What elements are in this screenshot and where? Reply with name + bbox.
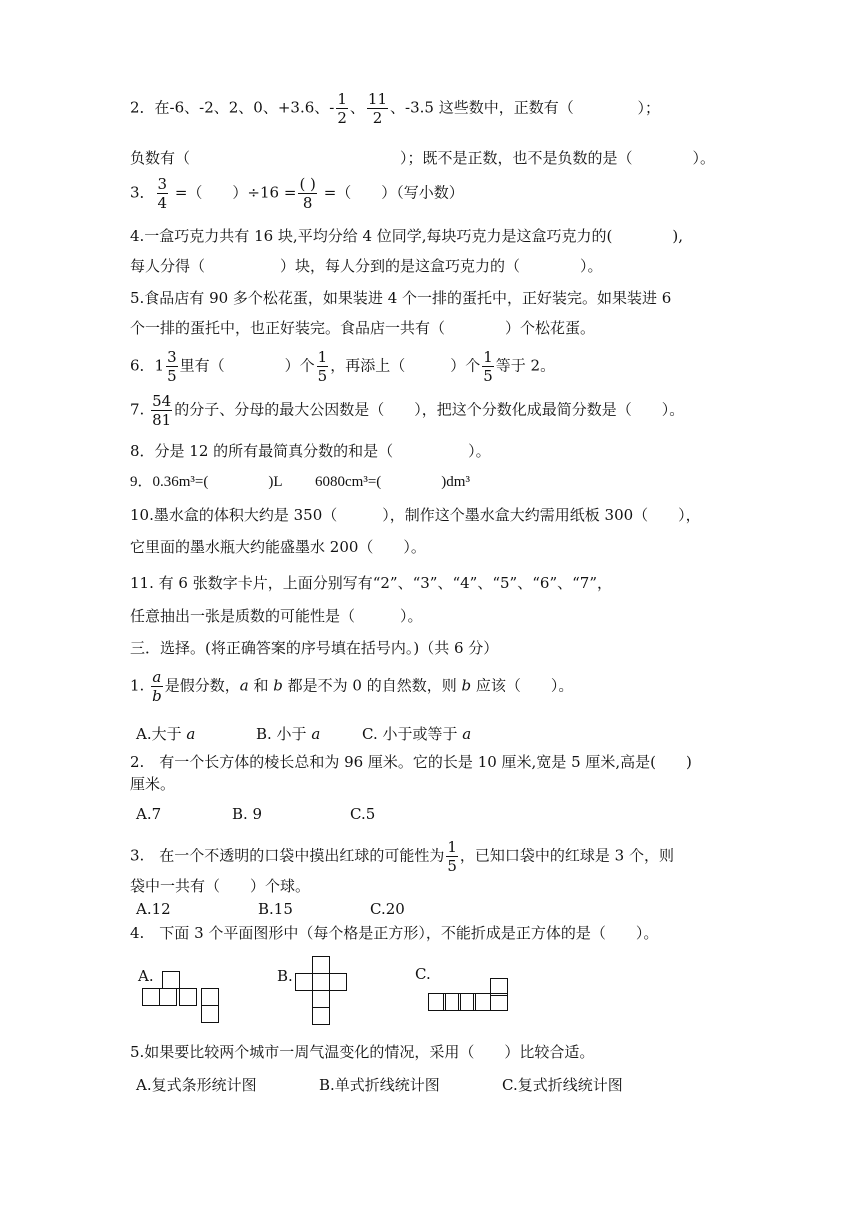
choice-question-1: 1. $\frac{a}{b}$ 是假分数，a 和 b 都是不为 0 的自然数，则 b 应该（ ）。 (130, 668, 574, 705)
fraction-three-quarters: $\frac{3}{4}$ (157, 175, 168, 212)
choice-3-option-a: A.12 (136, 900, 171, 918)
question-5-line-1: 5.食品店有 90 多个松花蛋，如果装进 4 个一排的蛋托中，正好装完。如果装进 6 (130, 289, 672, 307)
choice-2-option-b: B. 9 (232, 805, 263, 823)
choice-question-2-line-1: 2. 有一个长方体的棱长总和为 96 厘米。它的长是 10 厘米,宽是 5 厘米,高是( ) (130, 753, 692, 771)
question-7: 7. $\frac{54}{81}$ 的分子、分母的最大公因数是（ ），把这个分数化成最简分数是（ ）。 (130, 392, 685, 429)
choice-5-option-a: A.复式条形统计图 (136, 1076, 257, 1094)
question-10-line-1: 10.墨水盒的体积大约是 350（ ），制作这个墨水盒大约需用纸板 300（ ）， (130, 506, 701, 524)
question-11-line-1: 11. 有 6 张数字卡片，上面分别写有“2”、“3”、“4”、“5”、“6”、“7”， (130, 574, 612, 592)
net-cell (490, 993, 508, 1011)
choice-3-option-c: C.20 (370, 900, 405, 918)
question-8: 8．分是 12 的所有最简真分数的和是（ ）。 (130, 442, 491, 460)
choice-1-option-b: B. 小于 a (256, 725, 321, 743)
question-3: 3． $\frac{3}{4}$ =（ ）÷16 = $\frac{( )}{8}$ =（ ）（写小数） (130, 175, 464, 212)
question-2-line-1: 2．在-6、-2、2、0、+3.6、- $\frac{1}{2}$ 、 $\frac{11}{2}$ 、-3.5 这些数中，正数有（ ）； (130, 90, 660, 127)
choice-1-option-c: C. 小于或等于 a (362, 725, 472, 743)
question-6: 6．1 $\frac{3}{5}$ 里有（ ）个 $\frac{1}{5}$ ，再添上（ ）个 $\frac{1}{5}$ 等于 2。 (130, 348, 556, 385)
cube-net-a: A. (138, 968, 228, 1038)
choice-question-3-line-2: 袋中一共有（ ）个球。 (130, 877, 311, 895)
question-2-line-2: 负数有（ ）；既不是正数，也不是负数的是（ ）。 (130, 149, 716, 167)
fraction-54-81: $\frac{54}{81}$ (152, 392, 172, 429)
net-cell (295, 973, 313, 991)
net-cell (329, 973, 347, 991)
choice-2-option-c: C.5 (350, 805, 376, 823)
net-cell (201, 988, 219, 1006)
question-4-line-1: 4.一盒巧克力共有 16 块,平均分给 4 位同学,每块巧克力是这盒巧克力的( ), (130, 227, 684, 245)
question-4-line-2: 每人分得（ ）块，每人分到的是这盒巧克力的（ ）。 (130, 257, 603, 275)
fraction-one-fifth-2: $\frac{1}{5}$ (483, 348, 493, 385)
section-3-heading: 三．选择。(将正确答案的序号填在括号内。)（共 6 分） (130, 639, 499, 657)
choice-1-option-a: A.大于 a (136, 725, 196, 743)
choice-question-3-line-1: 3. 在一个不透明的口袋中摸出红球的可能性为 $\frac{1}{5}$ ，已知口袋中的红球是 3 个，则 (130, 838, 674, 875)
choice-question-5: 5.如果要比较两个城市一周气温变化的情况，采用（ ）比较合适。 (130, 1043, 595, 1061)
choice-question-4: 4. 下面 3 个平面图形中（每个格是正方形），不能折成是正方体的是（ ）。 (130, 924, 659, 942)
fraction-one-fifth: $\frac{1}{5}$ (317, 348, 328, 385)
net-cell (142, 988, 160, 1006)
net-cell (312, 1007, 330, 1025)
question-10-line-2: 它里面的墨水瓶大约能盛墨水 200（ ）。 (130, 538, 426, 556)
net-cell (201, 1005, 219, 1023)
net-cell (312, 956, 330, 974)
fraction-eleven-halves: $\frac{11}{2}$ (367, 90, 388, 127)
net-cell (473, 993, 491, 1011)
net-cell (312, 990, 330, 1008)
net-cell (159, 988, 177, 1006)
net-cell (162, 971, 180, 989)
cube-net-c: C. (415, 966, 515, 1026)
choice-5-option-b: B.单式折线统计图 (319, 1076, 440, 1094)
net-cell (179, 988, 197, 1006)
question-11-line-2: 任意抽出一张是质数的可能性是（ ）。 (130, 607, 423, 625)
fraction-a-over-b: $\frac{a}{b}$ (152, 668, 162, 705)
net-cell (312, 973, 330, 991)
choice-5-option-c: C.复式折线统计图 (502, 1076, 623, 1094)
fraction-blank-over-eight: $\frac{( )}{8}$ (299, 175, 316, 212)
fraction-one-half: $\frac{1}{2}$ (337, 90, 347, 127)
question-5-line-2: 个一排的蛋托中，也正好装完。食品店一共有（ ）个松花蛋。 (130, 319, 596, 337)
fraction-one-fifth-3: $\frac{1}{5}$ (447, 838, 457, 875)
cube-net-b: B. (277, 954, 357, 1034)
question-9: 9．0.36m³=( )L 6080cm³=( )dm³ (130, 474, 470, 490)
choice-3-option-b: B.15 (258, 900, 293, 918)
choice-2-option-a: A.7 (136, 805, 162, 823)
fraction-three-fifths: $\frac{3}{5}$ (167, 348, 177, 385)
choice-question-2-line-2: 厘米。 (130, 775, 176, 793)
